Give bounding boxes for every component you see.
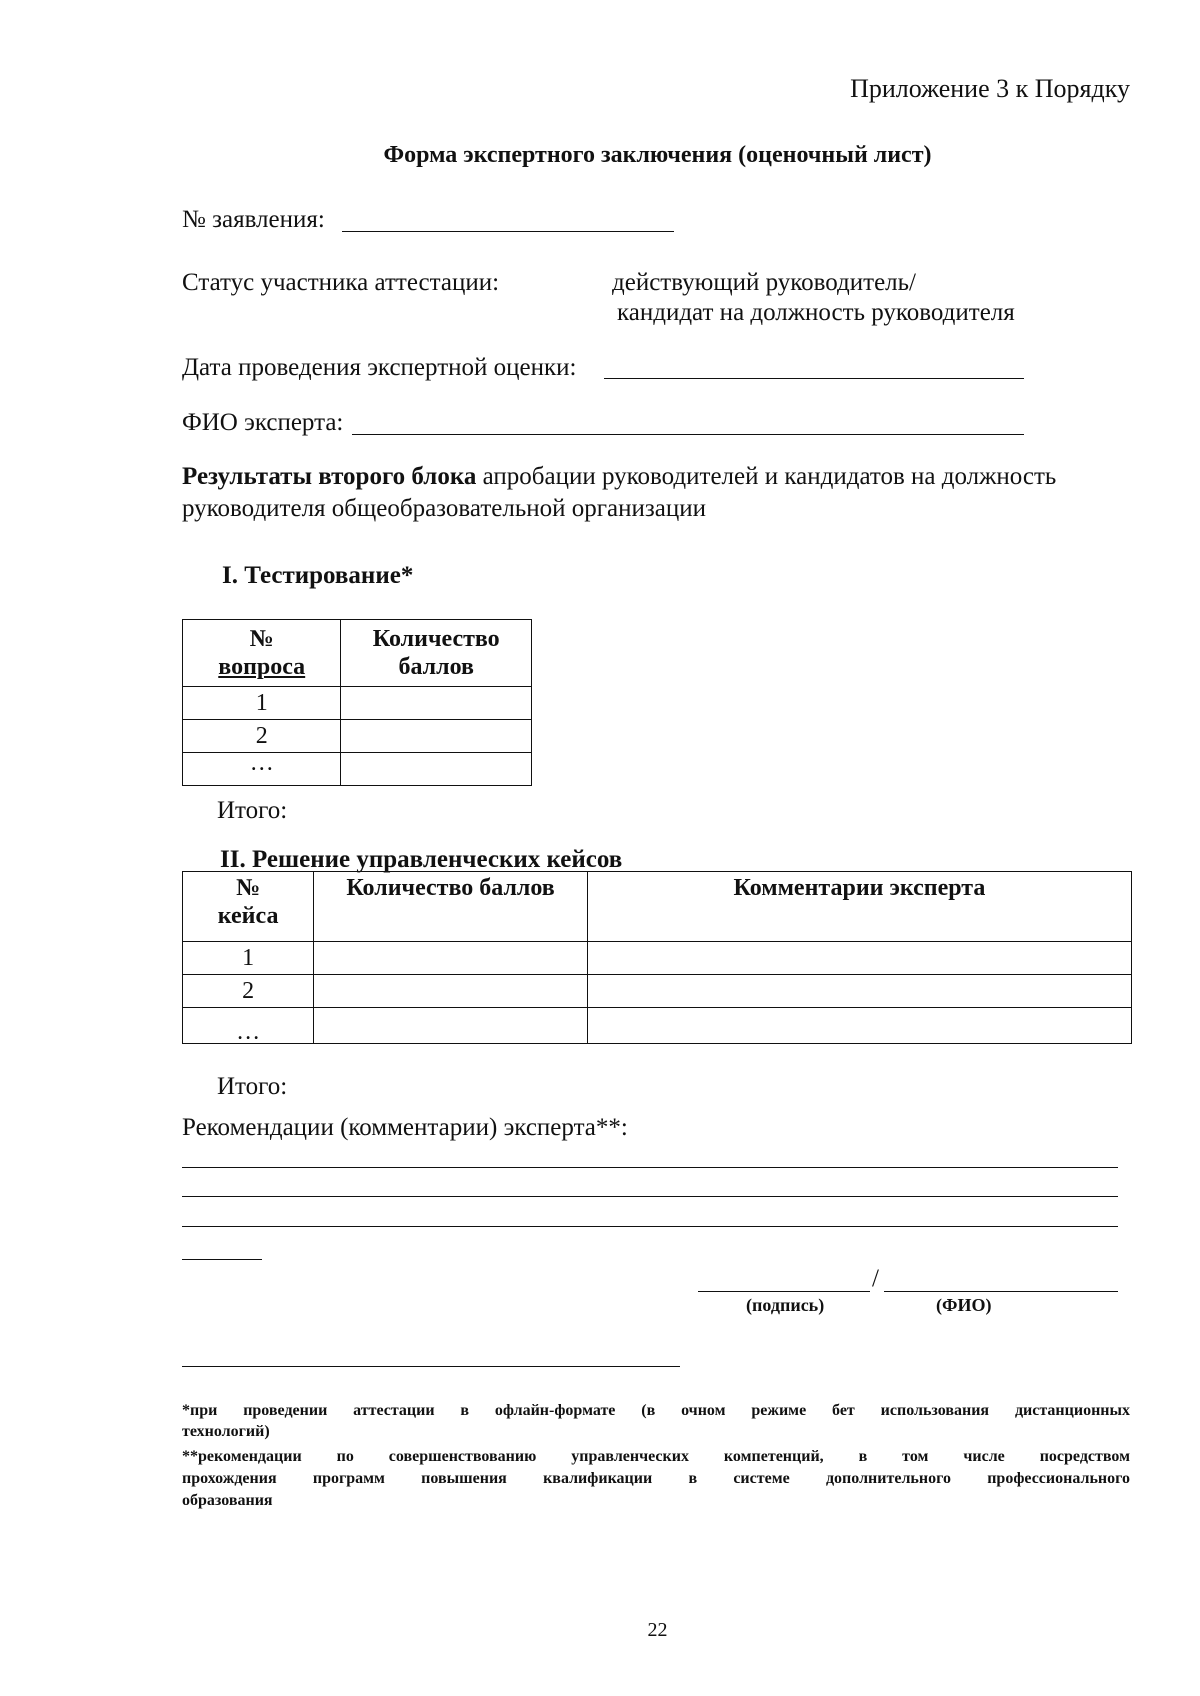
table-row bbox=[183, 753, 532, 786]
case-comment-input-cell[interactable] bbox=[587, 975, 1131, 1008]
case-score-input-cell[interactable] bbox=[314, 1008, 588, 1044]
col-case-number: № кейса bbox=[183, 872, 314, 942]
results-line1 bbox=[182, 462, 1056, 492]
case-number-cell: 2 bbox=[183, 975, 314, 1008]
question-number-cell: 1 bbox=[183, 687, 341, 720]
footnote-separator bbox=[182, 1366, 680, 1367]
case-number-cell: … bbox=[183, 1008, 314, 1044]
testing-table-header bbox=[183, 620, 532, 687]
expert-name-label: ФИО эксперта: bbox=[182, 409, 344, 436]
col-expert-comments: Комментарии эксперта bbox=[587, 872, 1131, 942]
col-question-number: № вопроса bbox=[183, 620, 341, 687]
recommendations-line-1[interactable] bbox=[182, 1167, 1118, 1168]
case-score-input-cell[interactable] bbox=[314, 975, 588, 1008]
col-score: Количество баллов bbox=[341, 620, 532, 687]
application-number-line[interactable] bbox=[342, 231, 674, 232]
testing-table bbox=[182, 619, 532, 786]
case-score-input-cell[interactable] bbox=[314, 942, 588, 975]
section1-heading: I. Тестирование* bbox=[222, 562, 414, 589]
signature-name-line[interactable] bbox=[884, 1291, 1118, 1292]
table-row bbox=[183, 975, 1132, 1008]
case-comment-input-cell[interactable] bbox=[587, 942, 1131, 975]
section2-total: Итого: bbox=[217, 1073, 288, 1100]
footnote-2-line-3: образования bbox=[182, 1492, 273, 1509]
recommendations-line-2[interactable] bbox=[182, 1196, 1118, 1197]
results-bold: Результаты второго блока bbox=[182, 463, 477, 490]
score-input-cell[interactable] bbox=[341, 687, 532, 720]
page-number: 22 bbox=[647, 1619, 668, 1641]
score-input-cell[interactable] bbox=[341, 753, 532, 786]
col-case-score: Количество баллов bbox=[314, 872, 588, 942]
score-input-cell[interactable] bbox=[341, 720, 532, 753]
application-number-label: № заявления: bbox=[182, 206, 325, 233]
case-number-cell: 1 bbox=[183, 942, 314, 975]
signature-caption: (подпись) bbox=[746, 1295, 825, 1315]
status-value-line1: действующий руководитель/ bbox=[612, 269, 917, 296]
case-comment-input-cell[interactable] bbox=[587, 1008, 1131, 1044]
status-value-line2: кандидат на должность руководителя bbox=[617, 299, 1015, 326]
table-row bbox=[183, 1008, 1132, 1044]
table-row bbox=[183, 942, 1132, 975]
status-label: Статус участника аттестации: bbox=[182, 269, 500, 296]
appendix-label: Приложение 3 к Порядку bbox=[850, 74, 1130, 103]
section1-total: Итого: bbox=[217, 797, 288, 824]
footnote-2-line-1: **рекомендации по совершенствованию управленческих компетенций, в том числе посредством bbox=[182, 1448, 1130, 1465]
date-line[interactable] bbox=[604, 378, 1024, 379]
name-caption: (ФИО) bbox=[936, 1295, 992, 1315]
footnote-2-line-2: прохождения программ повышения квалификации в системе дополнительного профессионального bbox=[182, 1470, 1130, 1487]
signature-line[interactable] bbox=[698, 1291, 870, 1292]
expert-name-line[interactable] bbox=[352, 434, 1024, 435]
table-row bbox=[183, 720, 532, 753]
question-number-cell: 2 bbox=[183, 720, 341, 753]
date-label: Дата проведения экспертной оценки: bbox=[182, 354, 577, 381]
results-rest: апробации руководителей и кандидатов на должность bbox=[476, 463, 1057, 490]
signature-slash: / bbox=[872, 1265, 879, 1292]
recommendations-label: Рекомендации (комментарии) эксперта**: bbox=[182, 1114, 628, 1141]
recommendations-line-3[interactable] bbox=[182, 1226, 1118, 1227]
question-number-cell: … bbox=[183, 753, 341, 786]
cases-table-header bbox=[183, 872, 1132, 942]
cases-table bbox=[182, 871, 1132, 1044]
form-title: Форма экспертного заключения (оценочный лист) bbox=[383, 142, 932, 168]
section2-heading: II. Решение управленческих кейсов bbox=[220, 846, 623, 873]
table-row bbox=[183, 687, 532, 720]
footnote-1-line-1: *при проведении аттестации в офлайн-формате (в очном режиме бет использования дистанционных bbox=[182, 1402, 1130, 1419]
results-line2: руководителя общеобразовательной организации bbox=[182, 495, 706, 522]
recommendations-line-4[interactable] bbox=[182, 1259, 262, 1260]
footnote-1-line-2: технологий) bbox=[182, 1423, 270, 1440]
